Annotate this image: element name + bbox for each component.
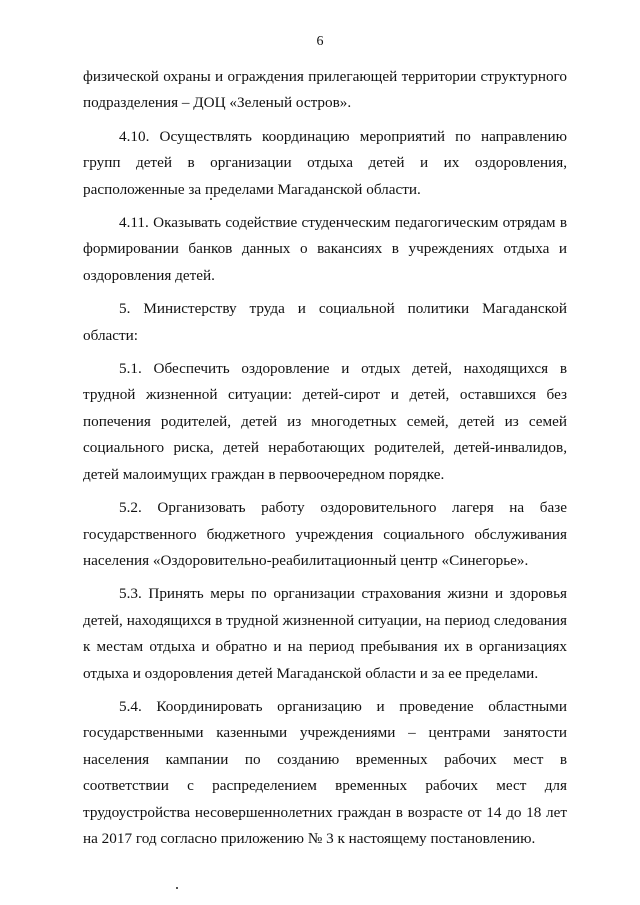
paragraph-4-10: 4.10. Осуществлять координацию мероприятий по направлению групп детей в организации отдыха детей и их оздоровления, расположенные за пределами Магаданской области. [83,127,567,198]
paragraph-continuation: физической охраны и ограждения прилегающей территории структурного подразделения – ДОЦ «Зеленый остров». [83,68,567,112]
paragraph-5-1: 5.1. Обеспечить оздоровление и отдых детей, находящихся в трудной жизненной ситуации: детей-сирот и детей, оставшихся без попечения родителей, детей из многодетных семей, детей из семей социального риска, детей неработающих родителей, детей-инвалидов, детей малоимущих граждан в первоочередном порядке. [83,360,567,483]
paragraph-5: 5. Министерству труда и социальной политики Магаданской области: [83,300,567,344]
body-text [83,64,567,859]
page-number: 6 [316,34,324,49]
scan-speck [210,198,212,200]
paragraph-5-3: 5.3. Принять меры по организации страхования жизни и здоровья детей, находящихся в трудной жизненной ситуации, на период следования к местам отдыха и обратно и на период пребывания их в организациях отдыха и оздоровления детей Магаданской области и за ее пределами. [83,585,567,682]
paragraph-5-2: 5.2. Организовать работу оздоровительного лагеря на базе государственного бюджетного учреждения социального обслуживания населения «Оздоровительно-реабилитационный центр «Синегорье». [83,499,567,569]
paragraph-4-11: 4.11. Оказывать содействие студенческим педагогическим отрядам в формировании банков данных о вакансиях в учреждениях отдыха и оздоровления детей. [83,214,567,284]
paragraph-5-4: 5.4. Координировать организацию и проведение областными государственными казенными учреждениями – центрами занятости населения кампании по созданию временных рабочих мест в соответствии с распределением временных рабочих мест для трудоустройства несовершеннолетних граждан в возрасте от 14 до 18 лет на 2017 год согласно приложению № 3 к настоящему постановлению. [83,697,567,847]
scan-speck [176,887,178,889]
